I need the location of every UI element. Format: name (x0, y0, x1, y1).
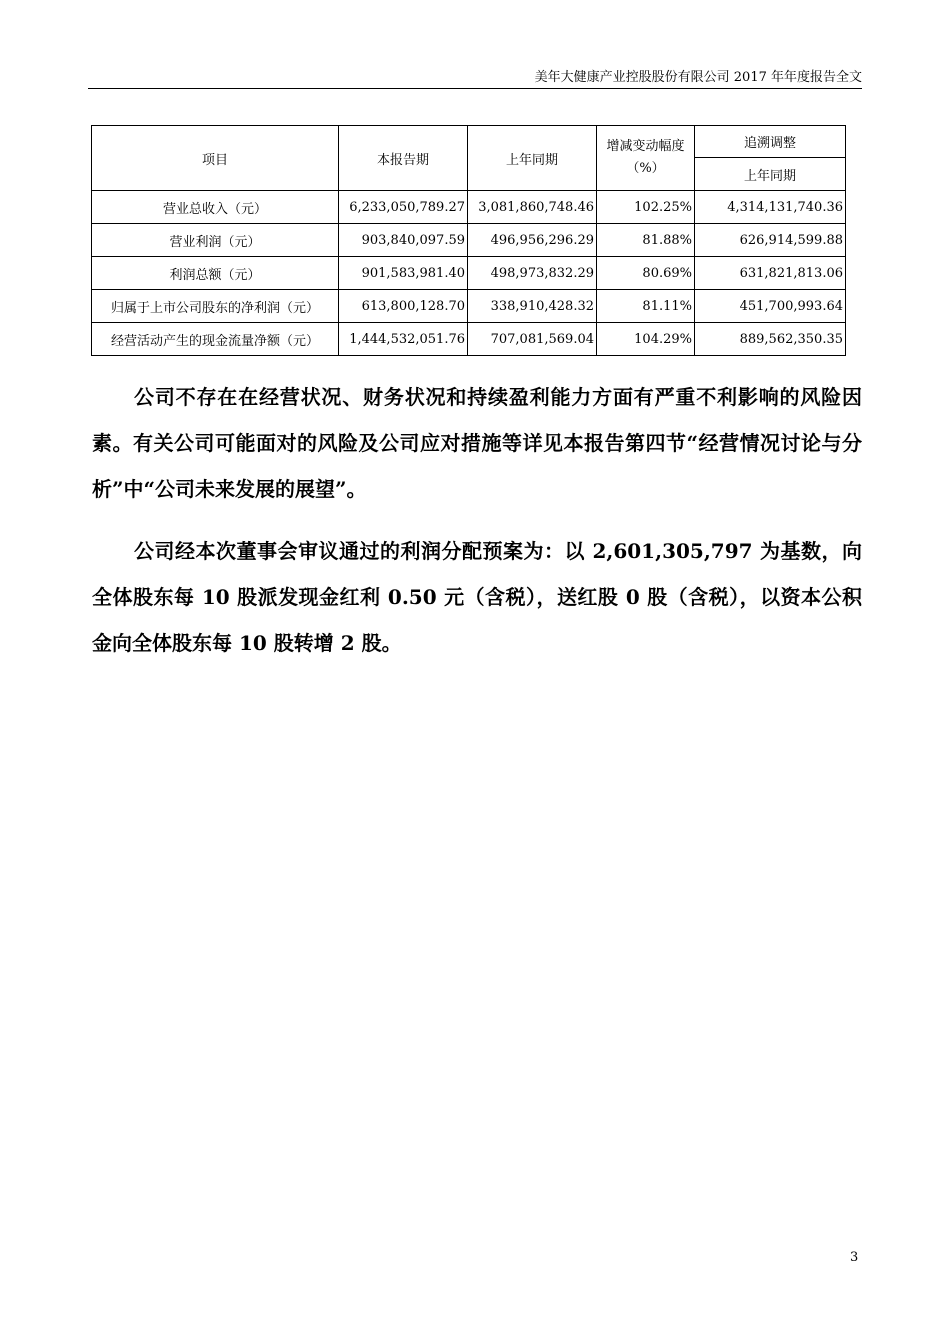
row-label: 经营活动产生的现金流量净额（元） (92, 323, 339, 356)
current-value: 1,444,532,051.76 (339, 323, 468, 356)
change-value: 81.88% (597, 224, 695, 257)
change-value: 80.69% (597, 257, 695, 290)
header-restated-group: 追溯调整 (695, 126, 846, 158)
change-value: 102.25% (597, 191, 695, 224)
header-item: 项目 (92, 126, 339, 191)
table-row (92, 257, 846, 290)
current-value: 901,583,981.40 (339, 257, 468, 290)
report-header-title: 美年大健康产业控股股份有限公司 2017 年年度报告全文 (534, 70, 862, 85)
prior-value: 707,081,569.04 (468, 323, 597, 356)
prior-value: 338,910,428.32 (468, 290, 597, 323)
header-divider (88, 88, 862, 89)
current-value: 903,840,097.59 (339, 224, 468, 257)
restated-value: 4,314,131,740.36 (695, 191, 846, 224)
table-row (92, 224, 846, 257)
row-label: 营业总收入（元） (92, 191, 339, 224)
header-prior-period: 上年同期 (468, 126, 597, 191)
row-label: 营业利润（元） (92, 224, 339, 257)
risk-statement-paragraph: 公司不存在在经营状况、财务状况和持续盈利能力方面有严重不利影响的风险因素。有关公司可能面对的风险及公司应对措施等详见本报告第四节“经营情况讨论与分析”中“公司未来发展的展望”。 (92, 385, 862, 501)
restated-value: 631,821,813.06 (695, 257, 846, 290)
profit-distribution-paragraph: 公司经本次董事会审议通过的利润分配预案为：以 2,601,305,797 为基数，向全体股东每 10 股派发现金红利 0.50 元（含税），送红股 0 股（含税），以资本公积金向全体股东每 10 股转增 2 股。 (92, 539, 862, 655)
restated-value: 451,700,993.64 (695, 290, 846, 323)
row-label: 利润总额（元） (92, 257, 339, 290)
prior-value: 496,956,296.29 (468, 224, 597, 257)
change-value: 104.29% (597, 323, 695, 356)
table-row (92, 323, 846, 356)
page-number: 3 (850, 1250, 859, 1265)
prior-value: 498,973,832.29 (468, 257, 597, 290)
prior-value: 3,081,860,748.46 (468, 191, 597, 224)
restated-value: 626,914,599.88 (695, 224, 846, 257)
key-financial-table (91, 125, 846, 356)
header-change-rate: 增减变动幅度（%） (597, 126, 695, 191)
table-row (92, 191, 846, 224)
row-label: 归属于上市公司股东的净利润（元） (92, 290, 339, 323)
current-value: 6,233,050,789.27 (339, 191, 468, 224)
header-current-period: 本报告期 (339, 126, 468, 191)
current-value: 613,800,128.70 (339, 290, 468, 323)
table-row (92, 290, 846, 323)
change-value: 81.11% (597, 290, 695, 323)
restated-value: 889,562,350.35 (695, 323, 846, 356)
header-restated-prior: 上年同期 (695, 158, 846, 191)
